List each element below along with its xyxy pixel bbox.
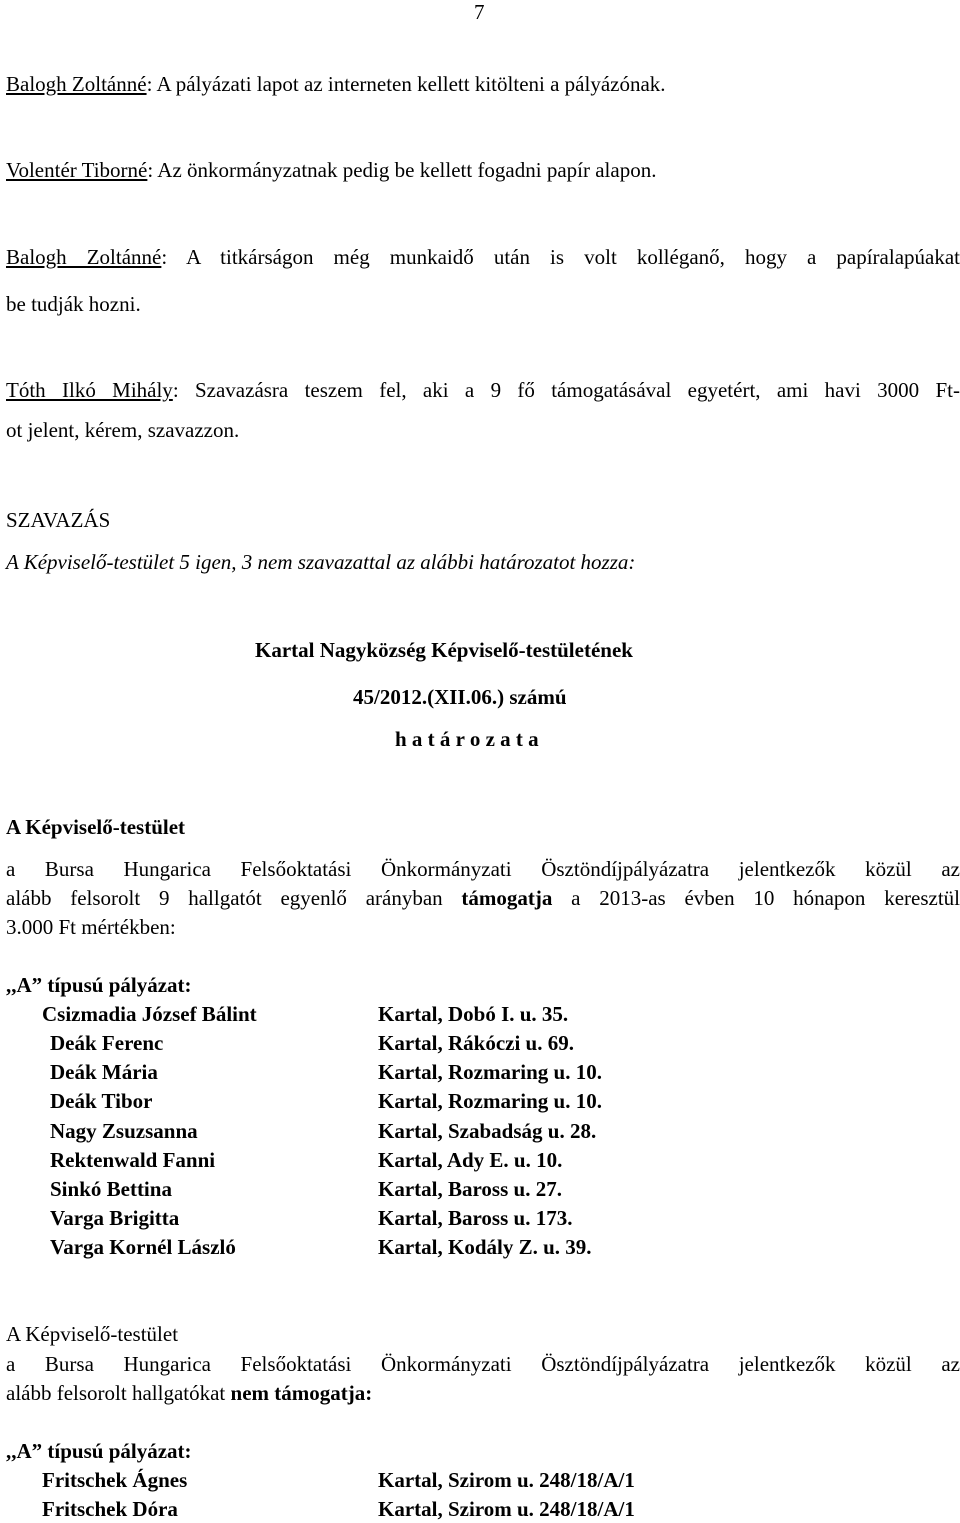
list-item-address: Kartal, Dobó I. u. 35. [378,1002,569,1026]
emphasis-support: támogatja [461,886,553,910]
list-item-name: Deák Ferenc [50,1031,164,1055]
application-type-label: ,,A” típusú pályázat: [6,1439,192,1463]
list-item-address: Kartal, Ady E. u. 10. [378,1148,563,1172]
list-item-address: Kartal, Kodály Z. u. 39. [378,1235,592,1259]
section-text: a Bursa Hungarica Felsőoktatási Önkormányzati Ösztöndíjpályázatra jelentkezők közül az [6,1352,960,1376]
resolution-number: 45/2012.(XII.06.) számú [353,685,567,709]
resolution-title: Kartal Nagyközség Képviselő-testületének [255,638,633,662]
list-item-name: Varga Brigitta [50,1206,180,1230]
page-number: 7 [474,0,485,24]
section-heading: A Képviselő-testület [6,815,186,839]
dialogue-text: : Szavazásra teszem fel, aki a 9 fő támogatásával egyetért, ami havi 3000 Ft- [172,378,960,402]
speaker-name: Volentér Tiborné [6,158,148,182]
text-fragment: alább felsorolt 9 hallgatót egyenlő arányban [6,886,462,910]
list-item-name: Fritschek Dóra [42,1497,178,1521]
text-fragment: alább felsorolt hallgatókat [6,1381,231,1405]
list-item-address: Kartal, Rozmaring u. 10. [378,1089,602,1113]
application-type-label: ,,A” típusú pályázat: [6,973,192,997]
list-item-name: Deák Mária [50,1060,158,1084]
list-item-name: Nagy Zsuzsanna [50,1119,198,1143]
list-item-address: Kartal, Szabadság u. 28. [378,1119,597,1143]
list-item-address: Kartal, Rákóczi u. 69. [378,1031,574,1055]
list-item-name: Varga Kornél László [50,1235,236,1259]
speaker-name: Balogh Zoltánné [6,245,162,269]
dialogue-text-continued: ot jelent, kérem, szavazzon. [6,418,240,442]
dialogue-text: : Az önkormányzatnak pedig be kellett fogadni papír alapon. [147,158,657,182]
vote-heading: SZAVAZÁS [6,508,111,532]
dialogue-text-continued: be tudják hozni. [6,292,141,316]
dialogue-line [6,245,960,270]
resolution-word: h a t á r o z a t a [395,727,539,751]
section-text: 3.000 Ft mértékben: [6,915,176,939]
list-item-name: Deák Tibor [50,1089,153,1113]
list-item-address: Kartal, Baross u. 173. [378,1206,573,1230]
list-item-address: Kartal, Rozmaring u. 10. [378,1060,602,1084]
list-item-name: Fritschek Ágnes [42,1468,188,1492]
section-text [6,1381,372,1406]
dialogue-line [6,72,666,97]
dialogue-text: : A titkárságon még munkaidő után is volt kolléganő, hogy a papíralapúakat [161,245,960,269]
vote-result: A Képviselő-testület 5 igen, 3 nem szavazattal az alábbi határozatot hozza: [6,550,636,574]
list-item-name: Csizmadia József Bálint [42,1002,257,1026]
speaker-name: Tóth Ilkó Mihály [6,378,173,402]
list-item-name: Rektenwald Fanni [50,1148,216,1172]
list-item-address: Kartal, Baross u. 27. [378,1177,562,1201]
speaker-name: Balogh Zoltánné [6,72,147,96]
dialogue-line [6,378,960,403]
list-item-address: Kartal, Szirom u. 248/18/A/1 [378,1497,635,1521]
section-text [6,886,960,911]
dialogue-text: : A pályázati lapot az interneten kellett kitölteni a pályázónak. [146,72,666,96]
section-text: a Bursa Hungarica Felsőoktatási Önkormányzati Ösztöndíjpályázatra jelentkezők közül az [6,857,960,881]
section-heading: A Képviselő-testület [6,1322,179,1346]
dialogue-line [6,158,656,183]
text-fragment: a 2013-as évben 10 hónapon keresztül [552,886,960,910]
emphasis-not-support: nem támogatja: [230,1381,373,1405]
list-item-address: Kartal, Szirom u. 248/18/A/1 [378,1468,635,1492]
list-item-name: Sinkó Bettina [50,1177,172,1201]
